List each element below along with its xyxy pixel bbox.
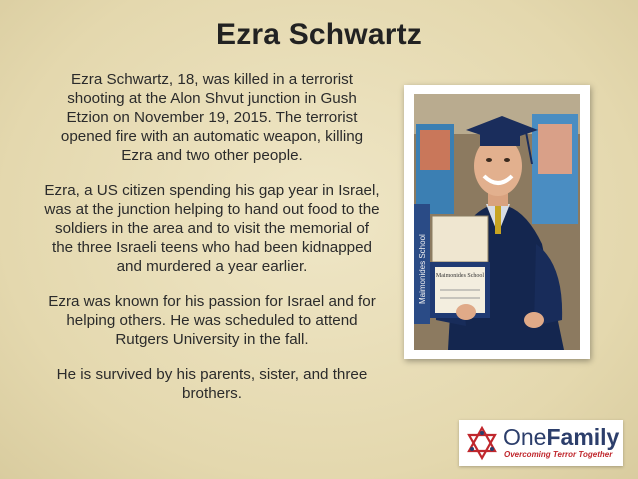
banner-text: Maimonides School [418,234,427,304]
certificate-title: Maimonides School [435,273,485,279]
onefamily-logo [459,420,623,466]
logo-name-part2: Family [546,424,620,450]
logo-name-part1: One [503,424,547,450]
paragraph-1: Ezra Schwartz, 18, was killed in a terrorist shooting at the Alon Shvut junction in Gush Etzion on November 19, 2015. The terrorist opened fire with an automatic weapon, killing Ezra and two other people. [60,71,364,164]
paragraph-2: Ezra, a US citizen spending his gap year in Israel, was at the junction helping to hand out food to the soldiers in the area and to visit the memorial of the three Israeli teens who had been kidnapped and murdered a year earlier. [44,182,380,275]
graduation-photo [414,94,580,350]
body-text [44,70,380,419]
logo-tagline: Overcoming Terror Together [504,450,613,459]
paragraph-4: He is survived by his parents, sister, and three brothers. [56,366,368,402]
paragraph-3: Ezra was known for his passion for Israel and for helping others. He was scheduled to attend Rutgers University in the fall. [48,293,376,348]
star-of-david-icon [464,425,500,461]
photo-frame [404,85,590,359]
page-title: Ezra Schwartz [215,18,422,51]
graduation-photo-illustration [414,94,580,350]
logo-name [503,425,619,449]
